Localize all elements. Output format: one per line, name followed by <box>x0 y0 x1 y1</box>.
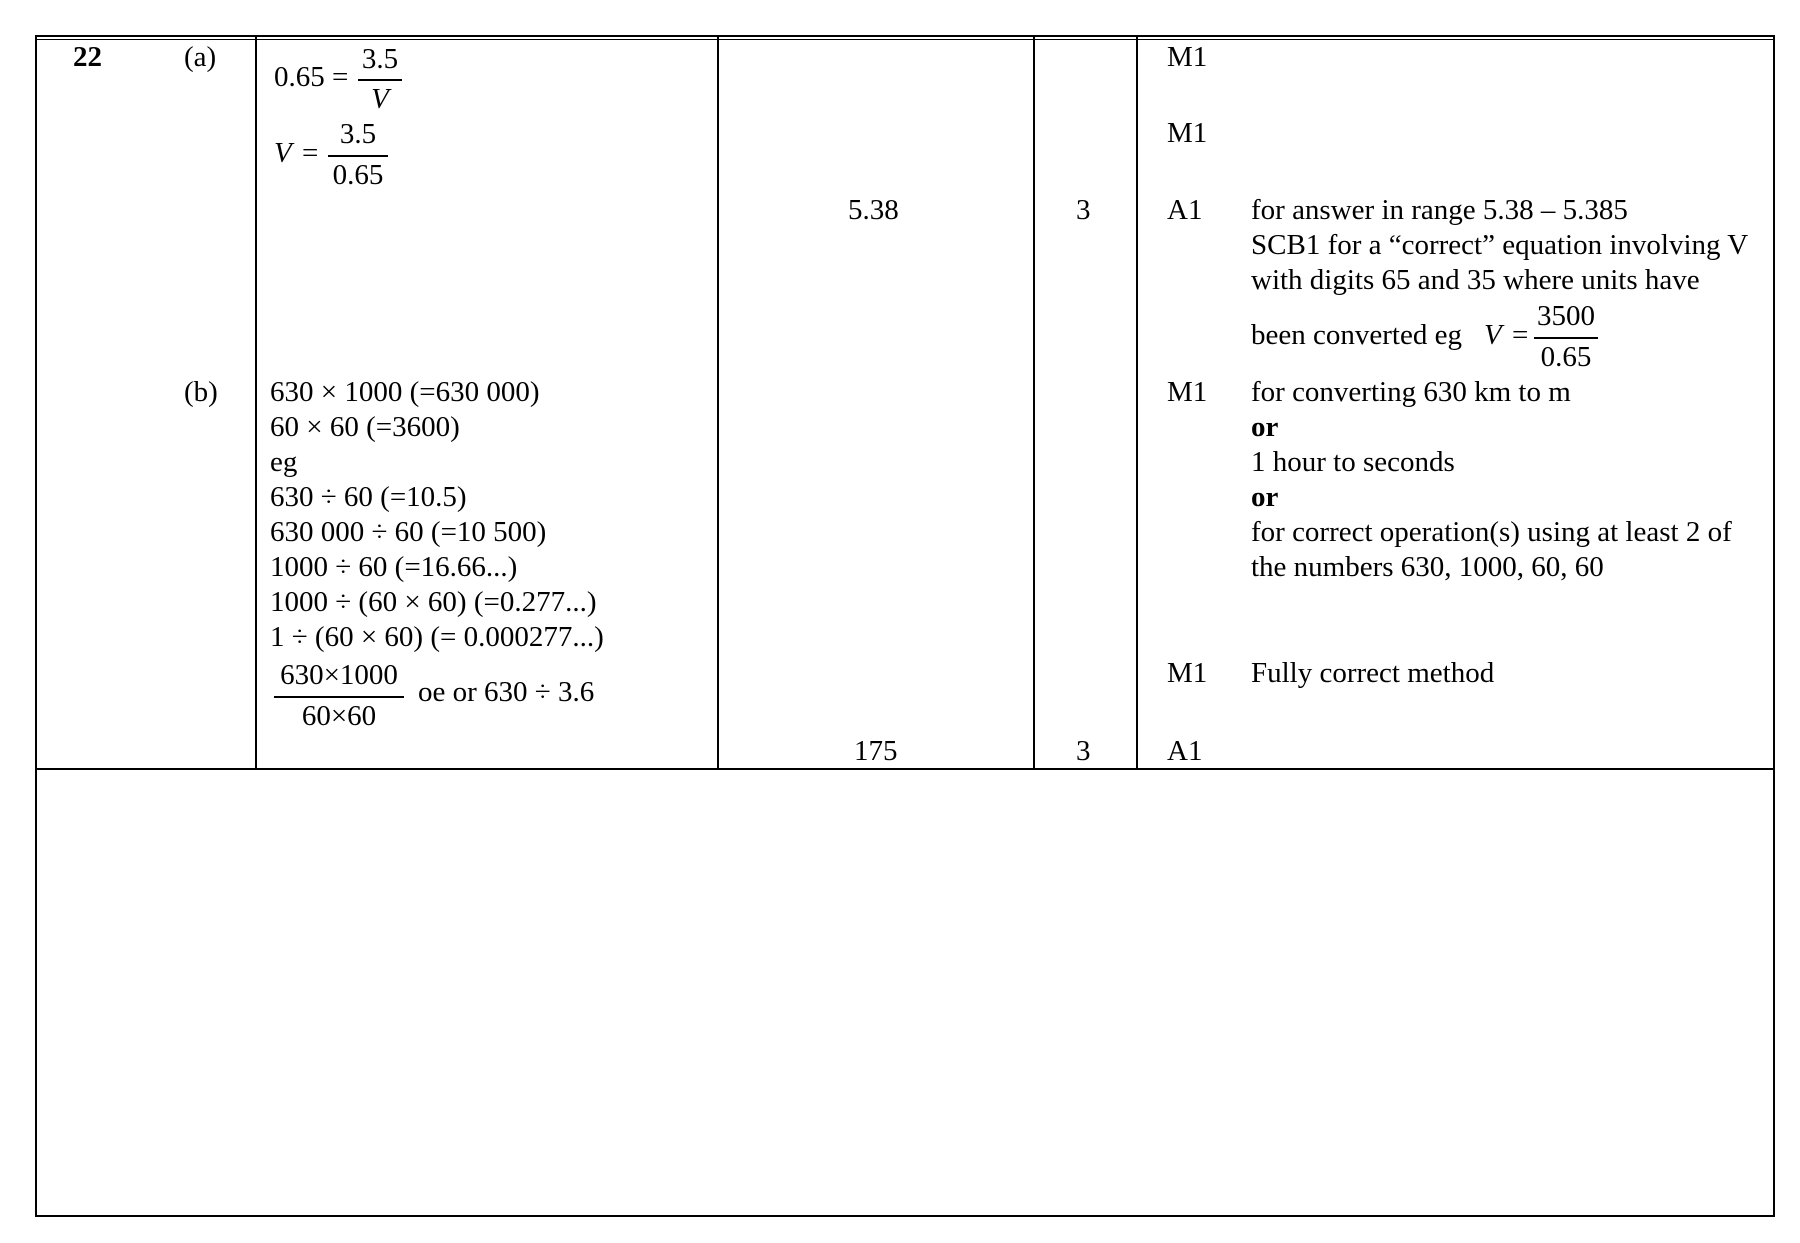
table-left-border <box>35 35 37 1217</box>
question-number: 22 <box>73 41 102 73</box>
part-a-answer: 5.38 <box>848 194 899 226</box>
fraction-denominator: 0.65 <box>332 159 384 191</box>
part-a-eq2-fraction <box>328 117 388 193</box>
part-b-working-3: eg <box>270 446 298 478</box>
part-b-mark-type-3: A1 <box>1167 735 1203 767</box>
part-a-eq2-variable: V <box>274 137 292 169</box>
part-b-working-1: 630 × 1000 (=630 000) <box>270 376 540 408</box>
part-b-mark-type-2: M1 <box>1167 657 1208 689</box>
part-a-note-3: with digits 65 and 35 where units have <box>1251 264 1700 296</box>
table-top-border <box>35 35 1775 37</box>
part-b-note-or-2: or <box>1251 481 1279 513</box>
part-b-mark: 3 <box>1076 735 1091 767</box>
part-a-mark-type-2: M1 <box>1167 117 1208 149</box>
fraction-bar <box>358 79 402 81</box>
fraction-numerator: 3500 <box>1537 300 1595 332</box>
part-a-eq1-fraction <box>358 42 402 118</box>
part-b-working-5: 630 000 ÷ 60 (=10 500) <box>270 516 547 548</box>
part-b-note-2: 1 hour to seconds <box>1251 446 1455 478</box>
part-b-answer: 175 <box>854 735 898 767</box>
fraction-denominator: V <box>371 83 389 115</box>
column-divider-mark <box>1033 37 1035 769</box>
column-divider-marktype <box>1136 37 1138 769</box>
fraction-numerator: 630×1000 <box>280 659 398 691</box>
part-a-mark-type-1: M1 <box>1167 41 1208 73</box>
fraction-bar <box>328 155 388 157</box>
part-b-working-7: 1000 ÷ (60 × 60) (=0.277...) <box>270 586 597 618</box>
table-bottom-border <box>35 1215 1775 1217</box>
part-b-working-4: 630 ÷ 60 (=10.5) <box>270 481 467 513</box>
part-b-method-suffix: oe or 630 ÷ 3.6 <box>418 676 595 708</box>
part-b-working-8: 1 ÷ (60 × 60) (= 0.000277...) <box>270 621 604 653</box>
fraction-numerator: 3.5 <box>339 118 377 150</box>
part-b-note-1: for converting 630 km to m <box>1251 376 1571 408</box>
part-a-eq1-lhs: 0.65 = <box>274 61 349 93</box>
part-a-note-eg-equals: = <box>1512 319 1529 351</box>
part-a-note-4: been converted eg <box>1251 319 1462 351</box>
table-right-border <box>1773 35 1775 1217</box>
part-a-label: (a) <box>184 41 217 73</box>
fraction-numerator: 3.5 <box>361 43 399 75</box>
part-b-working-6: 1000 ÷ 60 (=16.66...) <box>270 551 518 583</box>
fraction-denominator: 60×60 <box>301 700 377 732</box>
part-b-note-3: for correct operation(s) using at least 2 of <box>1251 516 1732 548</box>
part-b-note-or-1: or <box>1251 411 1279 443</box>
part-b-label: (b) <box>184 376 218 408</box>
part-b-method-fraction <box>274 658 404 734</box>
part-a-eq2-equals: = <box>302 137 319 169</box>
part-b-working-2: 60 × 60 (=3600) <box>270 411 460 443</box>
table-top-border-inner <box>35 39 1775 40</box>
part-a-mark: 3 <box>1076 194 1091 226</box>
part-a-note-eg-fraction <box>1534 299 1598 375</box>
row-divider <box>35 768 1775 770</box>
part-a-note-eg-variable: V <box>1484 319 1502 351</box>
fraction-bar <box>274 696 404 698</box>
part-b-note-4: the numbers 630, 1000, 60, 60 <box>1251 551 1604 583</box>
fraction-denominator: 0.65 <box>1540 341 1592 373</box>
column-divider-answer <box>717 37 719 769</box>
part-b-note-5: Fully correct method <box>1251 657 1495 689</box>
column-divider-working <box>255 37 257 769</box>
part-b-mark-type-1: M1 <box>1167 376 1208 408</box>
part-a-note-2: SCB1 for a “correct” equation involving V <box>1251 229 1749 261</box>
part-a-note-1: for answer in range 5.38 – 5.385 <box>1251 194 1628 226</box>
part-a-mark-type-3: A1 <box>1167 194 1203 226</box>
fraction-bar <box>1534 337 1598 339</box>
